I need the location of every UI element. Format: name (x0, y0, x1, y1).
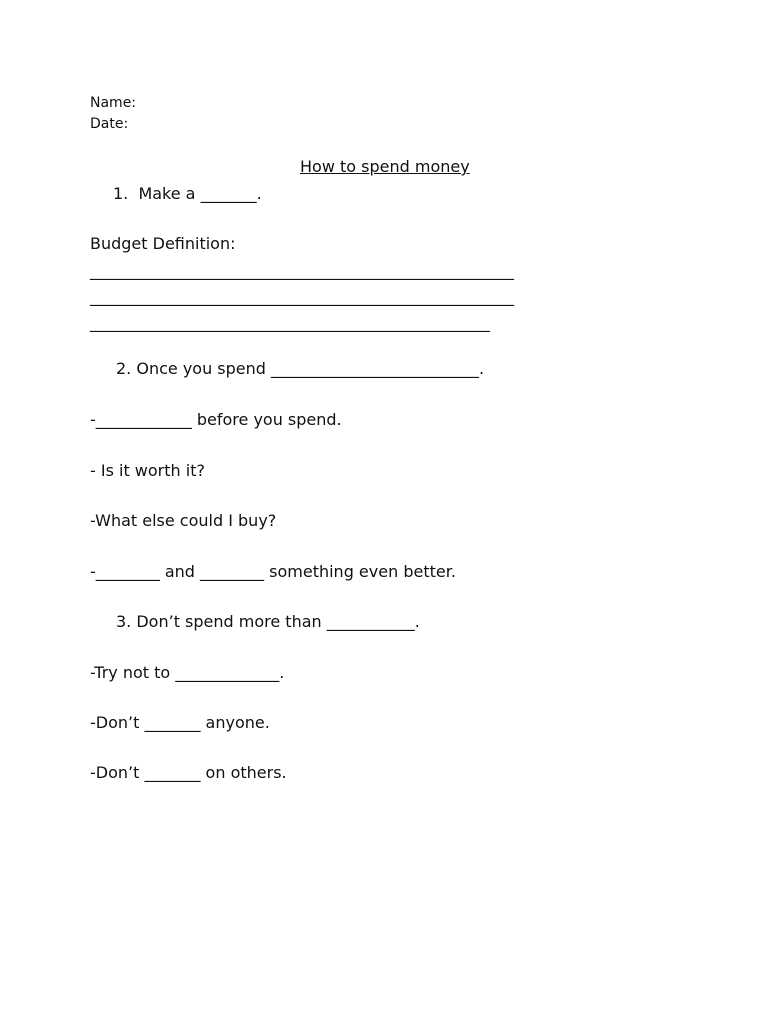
answer-line-1: _____________________________________________________ (90, 261, 514, 280)
bullet-what-else: -What else could I buy? (90, 511, 277, 530)
bullet-something-better: -________ and ________ something even better. (90, 562, 456, 581)
bullet-dont-anyone: -Don’t _______ anyone. (90, 713, 270, 732)
worksheet-title: How to spend money (300, 157, 470, 176)
bullet-before-you-spend: -____________ before you spend. (90, 410, 342, 429)
date-label: Date: (90, 116, 129, 132)
answer-line-2: _____________________________________________________ (90, 287, 514, 306)
answer-line-3: __________________________________________________ (90, 313, 490, 332)
bullet-try-not-to: -Try not to _____________. (90, 663, 285, 682)
budget-definition-label: Budget Definition: (90, 234, 236, 253)
bullet-dont-on-others: -Don’t _______ on others. (90, 763, 287, 782)
bullet-worth-it: - Is it worth it? (90, 461, 205, 480)
item-1: 1. Make a _______. (113, 184, 262, 203)
name-label: Name: (90, 95, 137, 111)
item-2: 2. Once you spend __________________________. (116, 359, 485, 378)
item-3: 3. Don’t spend more than ___________. (116, 612, 420, 631)
